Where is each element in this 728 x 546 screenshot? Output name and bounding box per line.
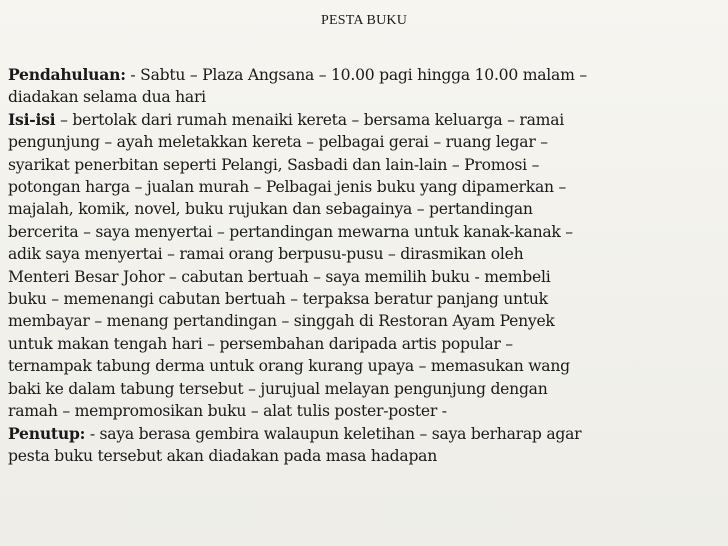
line-text: ternampak tabung derma untuk orang kurang upaya – memasukan wang [8, 357, 570, 376]
section-label-pendahuluan: Pendahuluan: [8, 65, 126, 84]
line-text: diadakan selama dua hari [8, 88, 206, 107]
text-line [8, 198, 724, 220]
line-text: - Sabtu – Plaza Angsana – 10.00 pagi hingga 10.00 malam – [125, 66, 587, 84]
line-text: untuk makan tengah hari – persembahan daripada artis popular – [8, 334, 513, 353]
text-line [8, 400, 724, 422]
text-line [8, 266, 724, 288]
line-text: syarikat penerbitan seperti Pelangi, Sasbadi dan lain-lain – Promosi – [8, 155, 540, 174]
line-text: potongan harga – jualan murah – Pelbagai jenis buku yang dipamerkan – [8, 178, 567, 197]
text-line [8, 445, 724, 467]
section-label-isi-isi: Isi-isi [8, 109, 56, 129]
slide-body-text [8, 64, 724, 467]
text-line [8, 243, 724, 265]
text-line [8, 176, 724, 198]
text-line [8, 131, 724, 153]
text-line [8, 288, 724, 310]
line-text: baki ke dalam tabung tersebut – jurujual melayan pengunjung dengan [8, 379, 548, 398]
line-text: - saya berasa gembira walaupun keletihan – saya berharap agar [85, 424, 582, 443]
line-text: majalah, komik, novel, buku rujukan dan sebagainya – pertandingan [8, 200, 533, 219]
text-line [8, 355, 724, 377]
line-text: pesta buku tersebut akan diadakan pada masa hadapan [8, 446, 438, 465]
text-line [8, 86, 724, 108]
line-text: – bertolak dari rumah menaiki kereta – bersama keluarga – ramai [55, 110, 564, 129]
line-text: pengunjung – ayah meletakkan kereta – pelbagai gerai – ruang legar – [8, 133, 548, 152]
line-text: buku – memenangi cabutan bertuah – terpaksa beratur panjang untuk [8, 290, 548, 309]
text-line [8, 154, 724, 176]
text-line [8, 310, 724, 332]
line-text: membayar – menang pertandingan – singgah di Restoran Ayam Penyek [8, 312, 555, 331]
text-line [8, 378, 724, 400]
section-label-penutup: Penutup: [8, 423, 86, 443]
slide-title: PESTA BUKU [320, 13, 408, 28]
line-text: adik saya menyertai – ramai orang berpusu-pusu – dirasmikan oleh [8, 245, 524, 264]
text-line [8, 333, 724, 355]
text-line [8, 109, 724, 131]
text-line [8, 221, 724, 243]
line-text: Menteri Besar Johor – cabutan bertuah – saya memilih buku - membeli [8, 267, 551, 286]
text-line [8, 64, 724, 86]
line-text: bercerita – saya menyertai – pertandingan mewarna untuk kanak-kanak – [8, 222, 573, 241]
text-line [8, 423, 724, 445]
line-text: ramah – mempromosikan buku – alat tulis poster-poster - [8, 402, 447, 421]
